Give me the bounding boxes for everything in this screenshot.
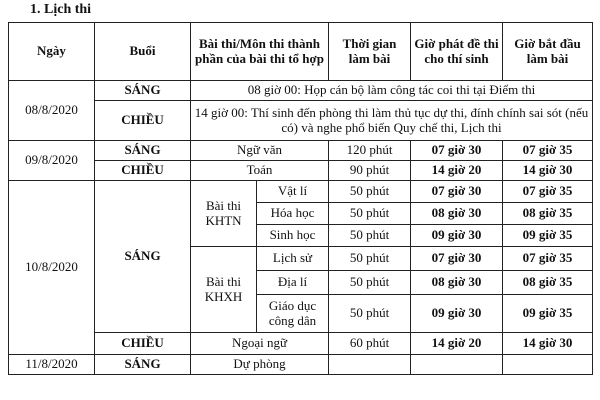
header-session: Buổi (95, 23, 191, 81)
day-cell: 08/8/2020 (9, 81, 95, 141)
group-cell-khtn: Bài thi KHTN (191, 181, 257, 247)
header-duration: Thời gian làm bài (329, 23, 411, 81)
table-row (9, 333, 593, 355)
day-cell: 09/8/2020 (9, 141, 95, 181)
start-time-cell: 08 giờ 35 (503, 203, 593, 225)
table-row (9, 81, 593, 101)
header-row (9, 23, 593, 81)
dist-time-cell: 08 giờ 30 (411, 271, 503, 295)
session-cell: SÁNG (95, 355, 191, 375)
session-cell: CHIỀU (95, 333, 191, 355)
header-dist-time: Giờ phát đề thi cho thí sinh (411, 23, 503, 81)
subject-cell: Ngoại ngữ (191, 333, 329, 355)
dist-time-cell: 09 giờ 30 (411, 225, 503, 247)
subject-cell: Lịch sử (257, 247, 329, 271)
session-cell: SÁNG (95, 181, 191, 333)
session-cell: SÁNG (95, 81, 191, 101)
table-row (9, 161, 593, 181)
subject-cell: Hóa học (257, 203, 329, 225)
note-cell: 14 giờ 00: Thí sinh đến phòng thi làm thủ tục dự thi, đính chính sai sót (nếu có) và nghe phổ biến Quy chế thi, Lịch thi (191, 101, 593, 141)
session-cell: CHIỀU (95, 161, 191, 181)
start-time-cell: 09 giờ 35 (503, 225, 593, 247)
table-row (9, 101, 593, 141)
dist-time-cell: 07 giờ 30 (411, 141, 503, 161)
dist-time-cell: 07 giờ 30 (411, 247, 503, 271)
subject-cell: Dự phòng (191, 355, 329, 375)
section-heading: 1. Lịch thi (30, 2, 92, 17)
subject-cell: Địa lí (257, 271, 329, 295)
start-time-cell: 09 giờ 35 (503, 295, 593, 333)
duration-cell: 50 phút (329, 181, 411, 203)
dist-time-cell: 14 giờ 20 (411, 333, 503, 355)
duration-cell: 50 phút (329, 295, 411, 333)
subject-cell: Giáo dục công dân (257, 295, 329, 333)
table-row (9, 355, 593, 375)
start-time-cell: 07 giờ 35 (503, 181, 593, 203)
duration-cell: 50 phút (329, 271, 411, 295)
subject-cell: Ngữ văn (191, 141, 329, 161)
table-row (9, 141, 593, 161)
duration-cell: 50 phút (329, 225, 411, 247)
start-time-cell: 14 giờ 30 (503, 161, 593, 181)
start-time-cell (503, 355, 593, 375)
header-start-time: Giờ bắt đầu làm bài (503, 23, 593, 81)
day-cell: 11/8/2020 (9, 355, 95, 375)
duration-cell: 50 phút (329, 203, 411, 225)
duration-cell: 120 phút (329, 141, 411, 161)
start-time-cell: 08 giờ 35 (503, 271, 593, 295)
duration-cell (329, 355, 411, 375)
header-day: Ngày (9, 23, 95, 81)
group-cell-khxh: Bài thi KHXH (191, 247, 257, 333)
subject-cell: Toán (191, 161, 329, 181)
duration-cell: 50 phút (329, 247, 411, 271)
dist-time-cell (411, 355, 503, 375)
duration-cell: 60 phút (329, 333, 411, 355)
duration-cell: 90 phút (329, 161, 411, 181)
table-row (9, 181, 593, 203)
note-cell: 08 giờ 00: Họp cán bộ làm công tác coi thi tại Điểm thi (191, 81, 593, 101)
day-cell: 10/8/2020 (9, 181, 95, 355)
exam-schedule-table (8, 22, 593, 375)
dist-time-cell: 07 giờ 30 (411, 181, 503, 203)
start-time-cell: 07 giờ 35 (503, 247, 593, 271)
dist-time-cell: 09 giờ 30 (411, 295, 503, 333)
session-cell: SÁNG (95, 141, 191, 161)
subject-cell: Vật lí (257, 181, 329, 203)
dist-time-cell: 14 giờ 20 (411, 161, 503, 181)
subject-cell: Sinh học (257, 225, 329, 247)
start-time-cell: 14 giờ 30 (503, 333, 593, 355)
dist-time-cell: 08 giờ 30 (411, 203, 503, 225)
start-time-cell: 07 giờ 35 (503, 141, 593, 161)
header-subject: Bài thi/Môn thi thành phần của bài thi tổ hợp (191, 23, 329, 81)
session-cell: CHIỀU (95, 101, 191, 141)
